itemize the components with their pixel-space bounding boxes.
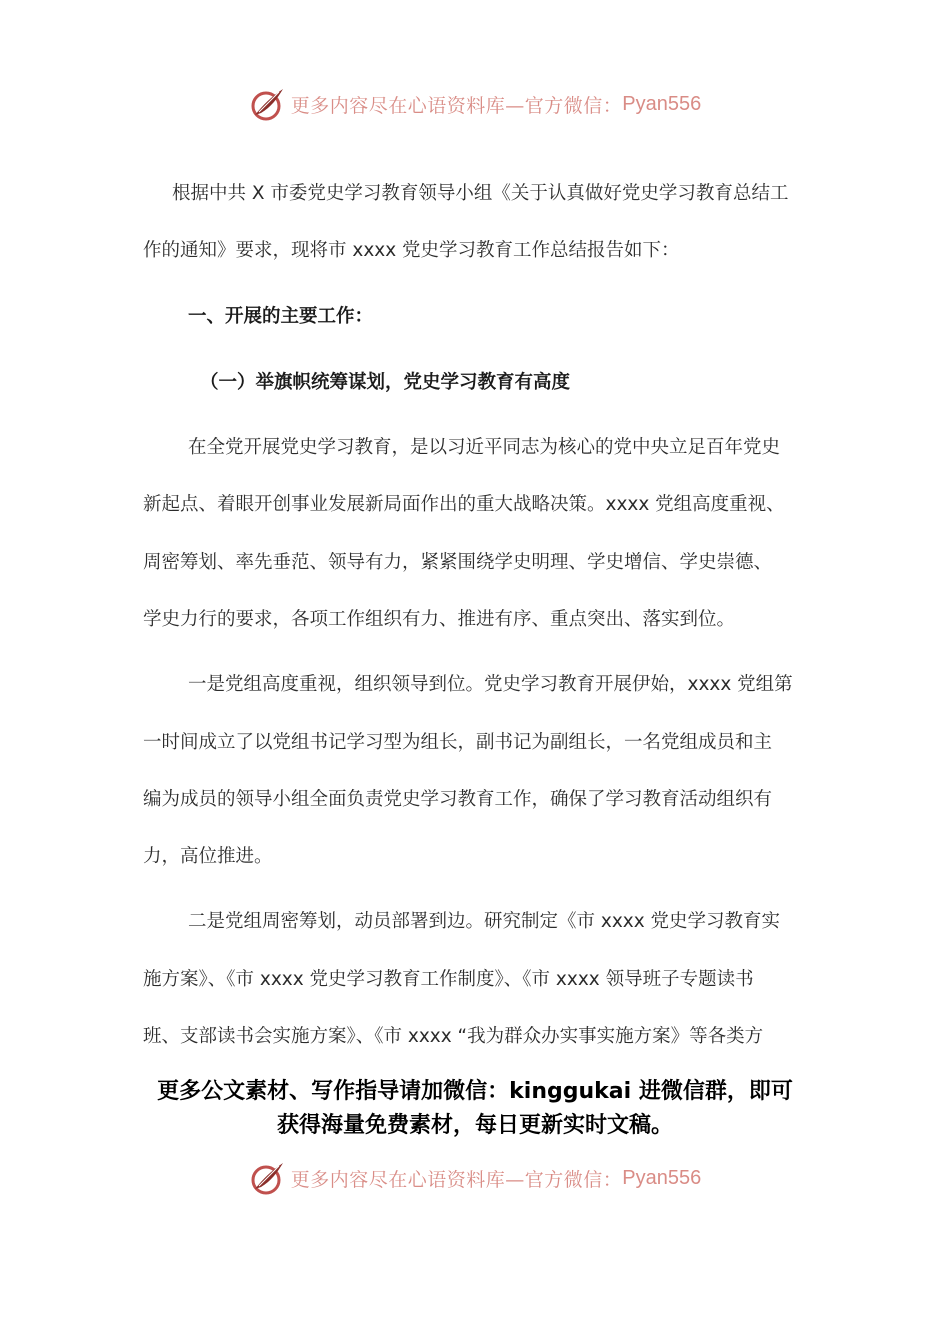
para2-line-2: 一时间成立了以党组书记学习型为组长，副书记为副组长，一名党组成员和主 xyxy=(143,732,773,753)
quill-logo-icon xyxy=(249,1159,287,1197)
para1-line-1: 在全党开展党史学习教育，是以习近平同志为核心的党中央立足百年党史 xyxy=(188,437,781,458)
promo-line-1: 更多公文素材、写作指导请加微信：kinggukai 进微信群，即可 xyxy=(157,1079,793,1104)
para1-line-4: 学史力行的要求，各项工作组织有力、推进有序、重点突出、落实到位。 xyxy=(143,609,736,630)
intro-line-1: 根据中共 X 市委党史学习教育领导小组《关于认真做好党史学习教育总结工 xyxy=(172,183,789,204)
top-watermark-banner xyxy=(0,82,950,126)
banner-text: 更多内容尽在心语资料库—官方微信： xyxy=(290,94,623,117)
banner-text: 更多内容尽在心语资料库—官方微信： xyxy=(290,1168,623,1191)
para1-line-2: 新起点、着眼开创事业发展新局面作出的重大战略决策。xxxx 党组高度重视、 xyxy=(143,494,785,515)
intro-line-2: 作的通知》要求，现将市 xxxx 党史学习教育工作总结报告如下： xyxy=(143,240,680,261)
heading-main: 一、开展的主要工作： xyxy=(188,306,374,327)
para3-line-1: 二是党组周密筹划，动员部署到边。研究制定《市 xxxx 党史学习教育实 xyxy=(188,911,781,932)
bottom-watermark-banner xyxy=(0,1156,950,1200)
para2-line-1: 一是党组高度重视，组织领导到位。党史学习教育开展伊始，xxxx 党组第 xyxy=(188,674,793,695)
banner-wechat-id: Pyan556 xyxy=(622,1166,702,1189)
para2-line-4: 力，高位推进。 xyxy=(143,846,273,867)
para2-line-3: 编为成员的领导小组全面负责党史学习教育工作，确保了学习教育活动组织有 xyxy=(143,789,773,810)
para3-line-3: 班、支部读书会实施方案》、《市 xxxx “我为群众办实事实施方案》等各类方 xyxy=(143,1026,764,1047)
banner-wechat-id: Pyan556 xyxy=(622,92,702,115)
promo-line-2: 获得海量免费素材，每日更新实时文稿。 xyxy=(276,1113,673,1138)
para1-line-3: 周密筹划、率先垂范、领导有力，紧紧围绕学史明理、学史增信、学史崇德、 xyxy=(143,552,773,573)
heading-sub: （一）举旗帜统筹谋划，党史学习教育有高度 xyxy=(200,372,571,393)
para3-line-2: 施方案》、《市 xxxx 党史学习教育工作制度》、《市 xxxx 领导班子专题读书 xyxy=(143,969,754,990)
quill-logo-icon xyxy=(249,85,287,123)
